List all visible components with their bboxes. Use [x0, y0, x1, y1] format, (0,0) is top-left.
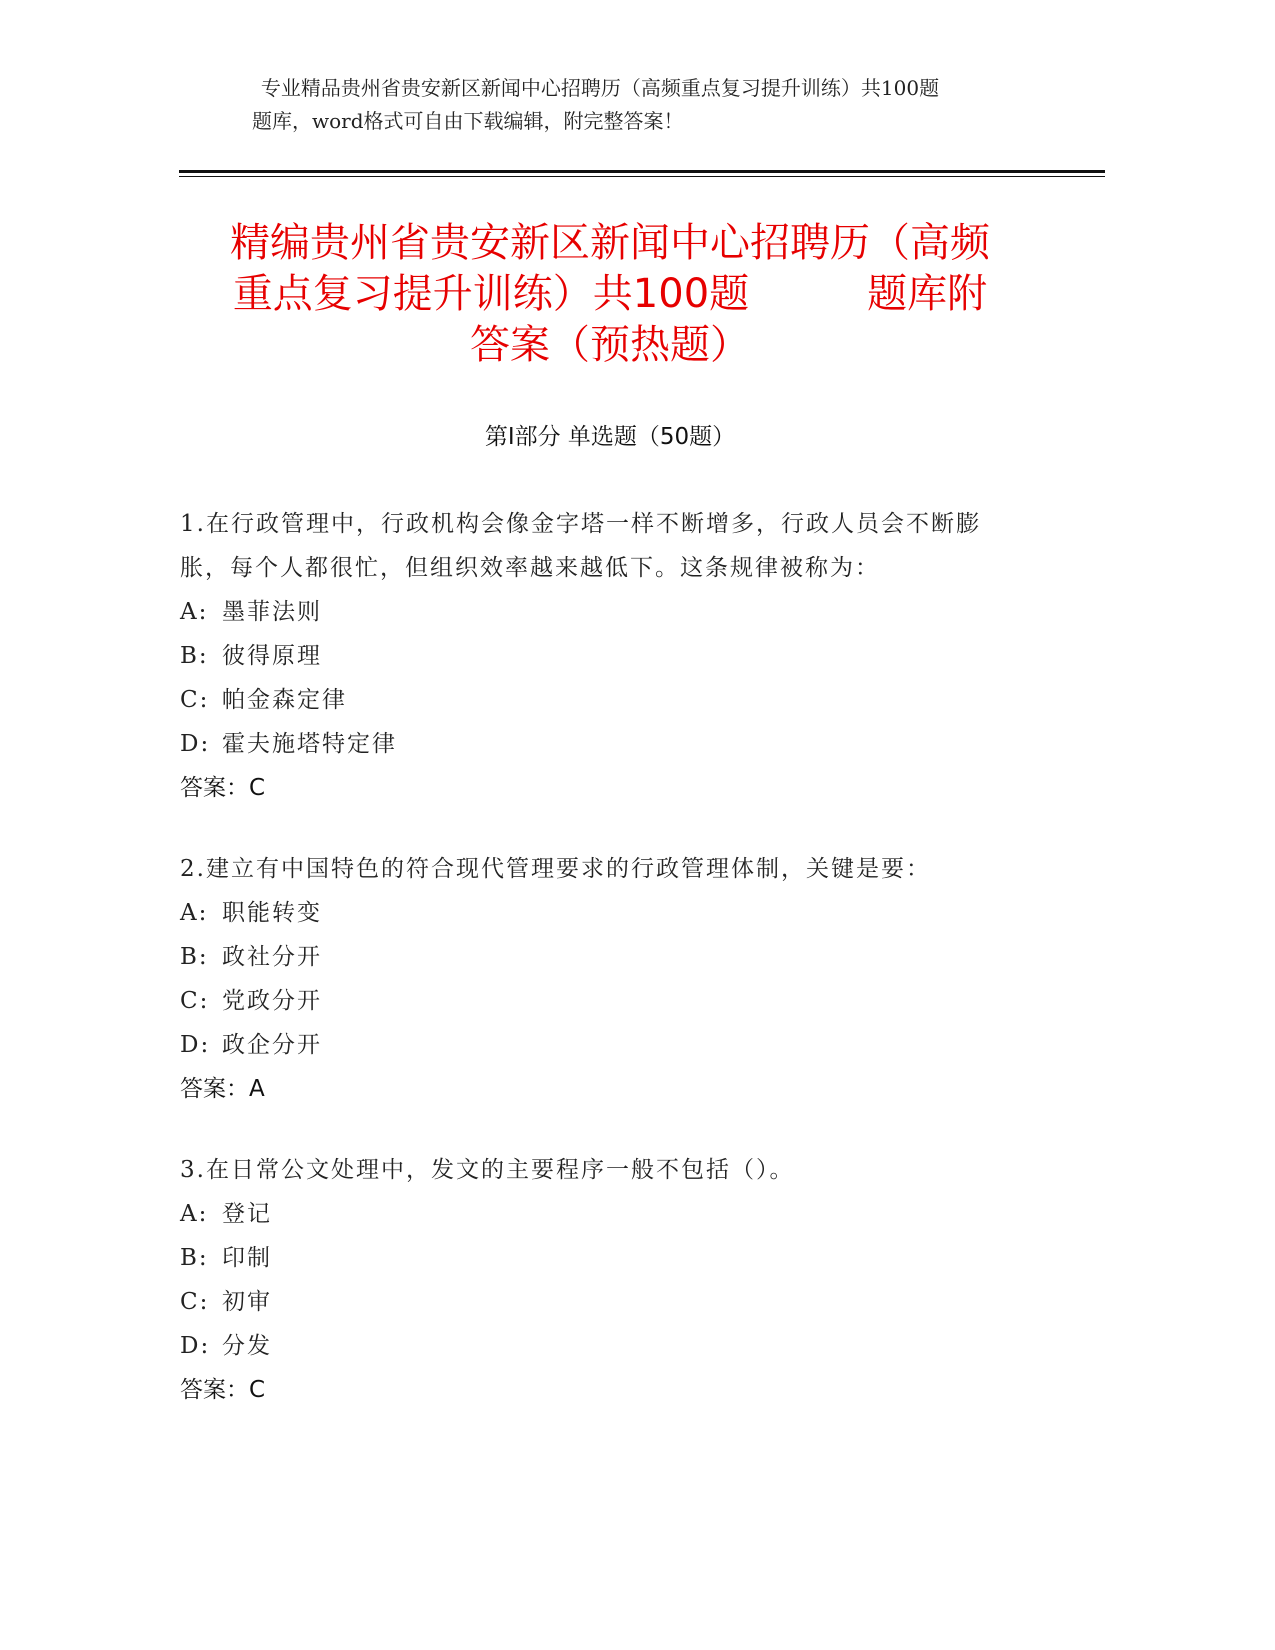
question-answer: 答案：C: [180, 1377, 266, 1403]
question-option-a: [180, 891, 1020, 935]
header-note-line2: 题库，word格式可自由下载编辑，附完整答案！: [252, 109, 684, 133]
question-item: [180, 502, 1020, 810]
option-text: 政企分开: [222, 1032, 322, 1058]
question-item: [180, 847, 1020, 1111]
option-key: C:: [180, 988, 210, 1014]
header-divider-thick: [179, 170, 1105, 173]
header-divider-thin: [179, 176, 1105, 177]
option-key: C:: [180, 1289, 210, 1315]
option-key: A:: [180, 1201, 209, 1227]
question-stem: 2.建立有中国特色的符合现代管理要求的行政管理体制，关键是要：: [180, 856, 931, 882]
option-key: A:: [180, 599, 209, 625]
question-option-d: [180, 722, 1020, 766]
option-key: B:: [180, 643, 209, 669]
question-stem: 3.在日常公文处理中，发文的主要程序一般不包括（）。: [180, 1157, 795, 1183]
question-stem: 1.在行政管理中，行政机构会像金字塔一样不断增多，行政人员会不断膨胀，每个人都很忙，但组织效率越来越低下。这条规律被称为：: [180, 511, 981, 581]
option-text: 帕金森定律: [222, 687, 347, 713]
section-heading: 第Ⅰ部分 单选题（50题）: [484, 424, 736, 450]
option-text: 政社分开: [222, 944, 322, 970]
option-text: 印制: [222, 1245, 272, 1271]
document-title-line1: 精编贵州省贵安新区新闻中心招聘历（高频: [230, 220, 990, 266]
option-text: 分发: [222, 1333, 272, 1359]
option-text: 党政分开: [222, 988, 322, 1014]
option-key: D:: [180, 1032, 211, 1058]
question-option-b: [180, 634, 1020, 678]
option-key: D:: [180, 731, 211, 757]
option-key: B:: [180, 944, 209, 970]
question-answer: 答案：C: [180, 775, 266, 801]
header-note-line1: 专业精品贵州省贵安新区新闻中心招聘历（高频重点复习提升训练）共100题: [260, 76, 940, 100]
option-text: 登记: [222, 1201, 272, 1227]
question-option-b: [180, 935, 1020, 979]
question-option-b: [180, 1236, 1020, 1280]
document-title: [180, 218, 1040, 371]
option-text: 墨菲法则: [222, 599, 322, 625]
question-list: [180, 502, 1020, 1449]
question-option-c: [180, 979, 1020, 1023]
question-answer: 答案：A: [180, 1076, 265, 1102]
option-key: C:: [180, 687, 210, 713]
header-note: [180, 72, 1020, 138]
question-item: [180, 1148, 1020, 1412]
document-title-line2: [180, 269, 1040, 320]
question-option-c: [180, 1280, 1020, 1324]
document-title-line2a: 重点复习提升训练）共100题: [232, 271, 750, 317]
document-title-line3: 答案（预热题）: [470, 322, 750, 368]
question-option-a: [180, 1192, 1020, 1236]
option-text: 彼得原理: [222, 643, 322, 669]
option-key: B:: [180, 1245, 209, 1271]
question-option-d: [180, 1023, 1020, 1067]
option-text: 霍夫施塔特定律: [222, 731, 397, 757]
document-title-line2b: 题库附: [867, 271, 988, 317]
option-text: 初审: [222, 1289, 272, 1315]
question-option-c: [180, 678, 1020, 722]
option-key: D:: [180, 1333, 211, 1359]
question-option-a: [180, 590, 1020, 634]
option-text: 职能转变: [222, 900, 322, 926]
option-key: A:: [180, 900, 209, 926]
question-option-d: [180, 1324, 1020, 1368]
